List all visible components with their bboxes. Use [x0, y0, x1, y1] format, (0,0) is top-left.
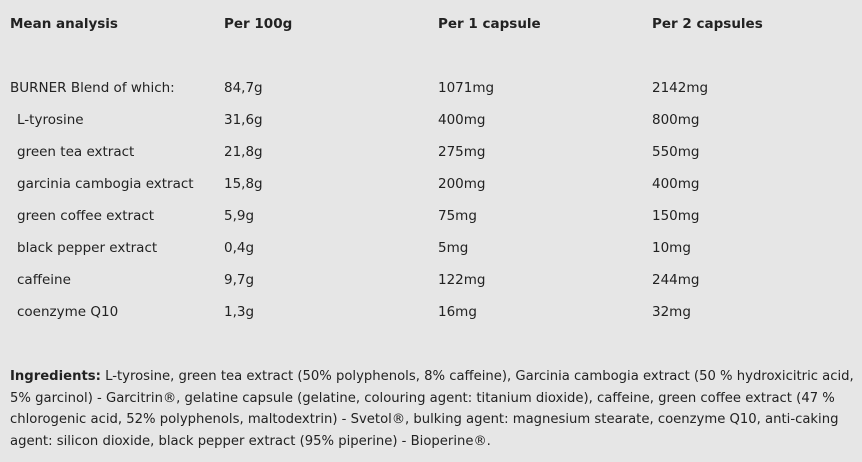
table-row [0, 270, 862, 290]
ingredient-name: coenzyme Q10 [17, 304, 119, 320]
value-per-1-capsule: 122mg [438, 272, 486, 288]
value-per-2-capsules: 244mg [652, 272, 700, 288]
table-row [0, 142, 862, 162]
ingredient-name: green coffee extract [17, 208, 155, 224]
ingredient-name: garcinia cambogia extract [17, 176, 194, 192]
value-per-2-capsules: 550mg [652, 144, 700, 160]
header-per-2-capsules: Per 2 capsules [652, 16, 763, 32]
value-per-100g: 1,3g [224, 304, 255, 320]
ingredient-name: black pepper extract [17, 240, 158, 256]
value-per-1-capsule: 16mg [438, 304, 477, 320]
value-per-100g: 84,7g [224, 80, 263, 96]
value-per-1-capsule: 275mg [438, 144, 486, 160]
ingredient-name: green tea extract [17, 144, 135, 160]
value-per-1-capsule: 75mg [438, 208, 477, 224]
header-mean-analysis: Mean analysis [10, 16, 118, 32]
ingredients-paragraph [10, 366, 855, 452]
value-per-2-capsules: 150mg [652, 208, 700, 224]
ingredient-name: caffeine [17, 272, 71, 288]
table-row [0, 302, 862, 322]
table-row [0, 174, 862, 194]
table-header-row [0, 14, 862, 34]
value-per-100g: 21,8g [224, 144, 263, 160]
value-per-100g: 31,6g [224, 112, 263, 128]
value-per-1-capsule: 5mg [438, 240, 469, 256]
table-row [0, 238, 862, 258]
value-per-100g: 9,7g [224, 272, 255, 288]
ingredient-name: BURNER Blend of which: [10, 80, 175, 96]
value-per-1-capsule: 400mg [438, 112, 486, 128]
value-per-100g: 0,4g [224, 240, 255, 256]
ingredients-text: L-tyrosine, green tea extract (50% polyphenols, 8% caffeine), Garcinia cambogia extract (50 % hydroxicitric acid, 5% garcinol) - Garcitrin®, gelatine capsule (gelatine, colouring agent: titanium dioxide), caffeine, green coffee extract (47 % chlorogenic acid, 52% polyphenols, maltodextrin) - Svetol®, bulking agent: magnesium stearate, coenzyme Q10, anti-caking agent: silicon dioxide, black pepper extract (95% piperine) - Bioperine®. [10, 369, 854, 449]
value-per-2-capsules: 2142mg [652, 80, 709, 96]
value-per-2-capsules: 32mg [652, 304, 691, 320]
value-per-1-capsule: 200mg [438, 176, 486, 192]
value-per-100g: 15,8g [224, 176, 263, 192]
table-row [0, 206, 862, 226]
header-per-100g: Per 100g [224, 16, 293, 32]
value-per-2-capsules: 10mg [652, 240, 691, 256]
ingredient-name: L-tyrosine [17, 112, 84, 128]
ingredients-label: Ingredients: [10, 369, 101, 384]
table-row [0, 110, 862, 130]
value-per-2-capsules: 400mg [652, 176, 700, 192]
value-per-100g: 5,9g [224, 208, 255, 224]
table-row [0, 78, 862, 98]
header-per-1-capsule: Per 1 capsule [438, 16, 541, 32]
value-per-1-capsule: 1071mg [438, 80, 495, 96]
value-per-2-capsules: 800mg [652, 112, 700, 128]
